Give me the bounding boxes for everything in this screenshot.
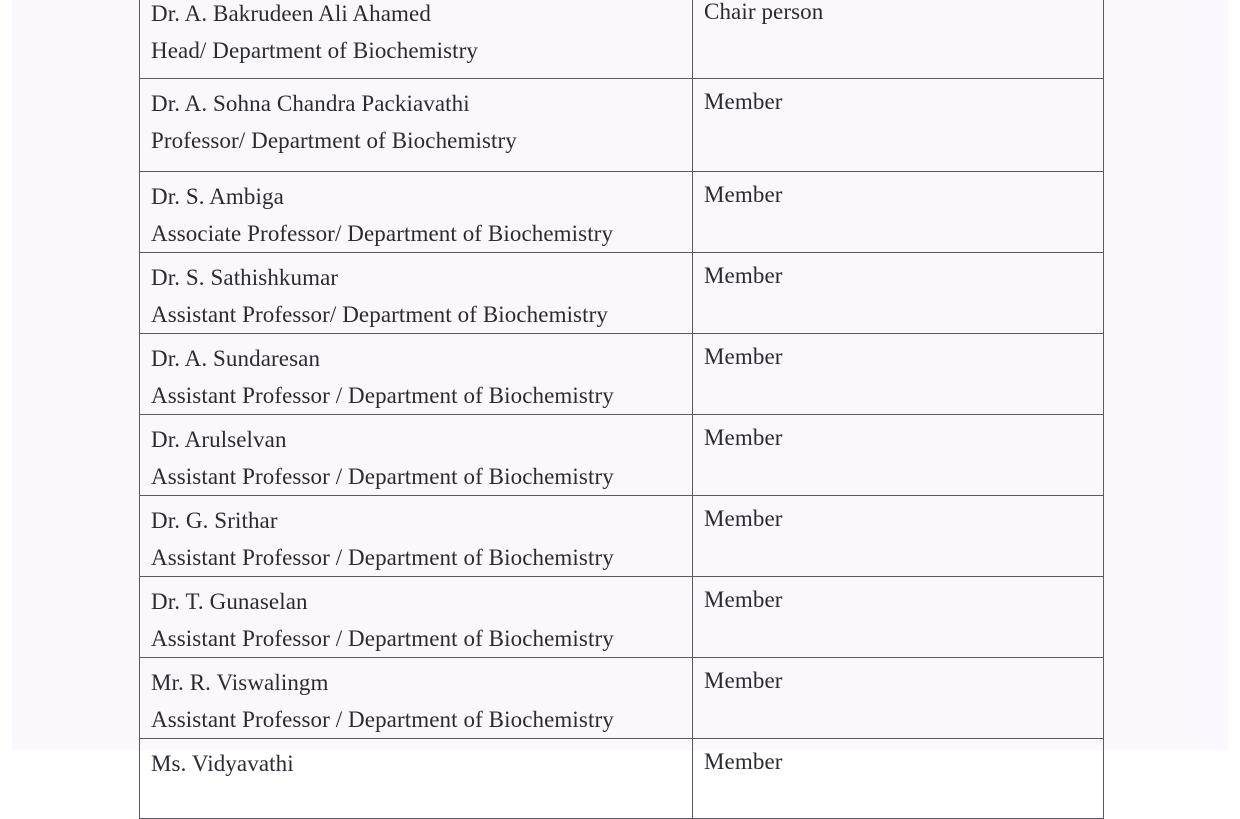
member-role: Member (704, 587, 783, 612)
member-role: Member (704, 749, 783, 774)
member-designation: Assistant Professor/ Department of Biochemistry (151, 302, 608, 327)
table-row (140, 415, 1104, 496)
member-cell (140, 253, 693, 334)
member-cell (140, 172, 693, 253)
member-designation: Assistant Professor / Department of Biochemistry (151, 464, 614, 489)
member-role: Member (704, 89, 783, 114)
member-cell (140, 0, 693, 79)
member-designation: Assistant Professor / Department of Biochemistry (151, 545, 614, 570)
table-row (140, 496, 1104, 577)
member-name: Dr. Arulselvan (151, 427, 287, 452)
role-cell (693, 253, 1104, 334)
member-name: Dr. A. Sundaresan (151, 346, 321, 371)
member-cell (140, 334, 693, 415)
table-row (140, 253, 1104, 334)
table-row (140, 739, 1104, 819)
role-cell (693, 658, 1104, 739)
role-cell (693, 739, 1104, 819)
role-cell (693, 415, 1104, 496)
member-name: Dr. A. Bakrudeen Ali Ahamed (151, 1, 431, 26)
member-name: Dr. S. Ambiga (151, 184, 284, 209)
table-row (140, 334, 1104, 415)
member-cell (140, 79, 693, 172)
scan-margin-right (1228, 0, 1240, 750)
member-designation: Head/ Department of Biochemistry (151, 38, 479, 63)
member-cell (140, 496, 693, 577)
member-cell (140, 577, 693, 658)
member-name: Dr. T. Gunaselan (151, 589, 308, 614)
member-role: Member (704, 506, 783, 531)
role-cell (693, 577, 1104, 658)
member-name: Mr. R. Viswalingm (151, 670, 329, 695)
role-cell (693, 0, 1104, 79)
member-role: Member (704, 182, 783, 207)
table-row (140, 79, 1104, 172)
member-name: Dr. G. Srithar (151, 508, 278, 533)
table-row (140, 0, 1104, 79)
member-cell (140, 658, 693, 739)
member-role: Member (704, 668, 783, 693)
member-name: Dr. A. Sohna Chandra Packiavathi (151, 91, 470, 116)
role-cell (693, 79, 1104, 172)
members-table (139, 0, 1104, 819)
role-cell (693, 334, 1104, 415)
member-designation: Assistant Professor / Department of Biochemistry (151, 383, 614, 408)
role-cell (693, 172, 1104, 253)
member-designation: Assistant Professor / Department of Biochemistry (151, 707, 614, 732)
member-role: Member (704, 425, 783, 450)
role-cell (693, 496, 1104, 577)
table-row (140, 172, 1104, 253)
member-designation: Assistant Professor / Department of Biochemistry (151, 626, 614, 651)
member-designation: Associate Professor/ Department of Biochemistry (151, 221, 614, 246)
member-role: Member (704, 263, 783, 288)
member-name: Ms. Vidyavathi (151, 751, 294, 776)
member-cell (140, 415, 693, 496)
member-designation: Professor/ Department of Biochemistry (151, 128, 517, 153)
table-row (140, 577, 1104, 658)
table-row (140, 658, 1104, 739)
scan-margin-left (0, 0, 12, 750)
member-cell (140, 739, 693, 819)
member-role: Chair person (704, 0, 824, 24)
member-role: Member (704, 344, 783, 369)
member-name: Dr. S. Sathishkumar (151, 265, 339, 290)
